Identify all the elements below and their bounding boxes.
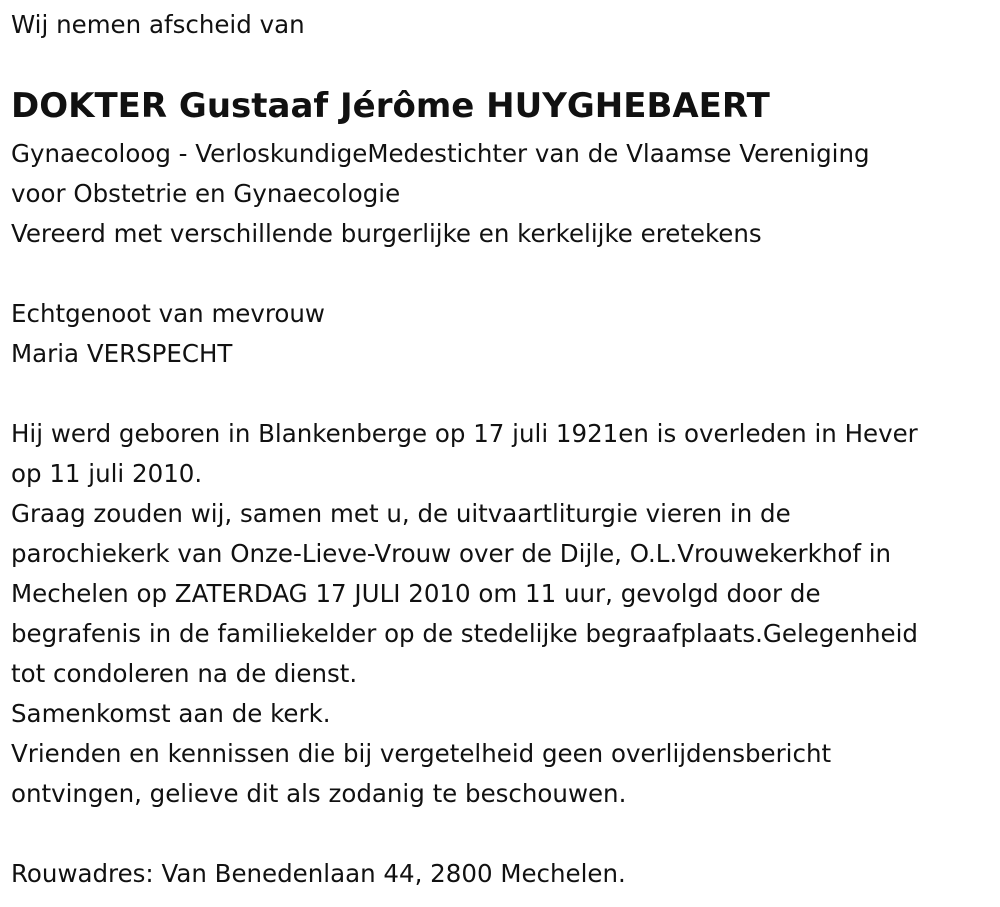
body-line: ontvingen, gelieve dit als zodanig te beschouwen. — [11, 779, 627, 808]
title-line: Vereerd met verschillende burgerlijke en kerkelijke eretekens — [11, 219, 762, 248]
title-line: voor Obstetrie en Gynaecologie — [11, 179, 401, 208]
spouse-name: Maria VERSPECHT — [11, 339, 233, 368]
body-line: parochiekerk van Onze-Lieve-Vrouw over de Dijle, O.L.Vrouwekerkhof in — [11, 539, 892, 568]
body-line: begrafenis in de familiekelder op de stedelijke begraafplaats.Gelegenheid — [11, 619, 918, 648]
spouse-line: Echtgenoot van mevrouw — [11, 299, 325, 328]
intro-line: Wij nemen afscheid van — [11, 10, 305, 39]
title-line: Gynaecoloog - VerloskundigeMedestichter van de Vlaamse Vereniging — [11, 139, 870, 168]
body-line: tot condoleren na de dienst. — [11, 659, 358, 688]
body-line: Graag zouden wij, samen met u, de uitvaartliturgie vieren in de — [11, 499, 791, 528]
body-line: Mechelen op ZATERDAG 17 JULI 2010 om 11 uur, gevolgd door de — [11, 579, 821, 608]
body-line: Hij werd geboren in Blankenberge op 17 juli 1921en is overleden in Hever — [11, 419, 918, 448]
deceased-name: DOKTER Gustaaf Jérôme HUYGHEBAERT — [11, 86, 770, 126]
body-line: Vrienden en kennissen die bij vergetelheid geen overlijdensbericht — [11, 739, 832, 768]
body-line: op 11 juli 2010. — [11, 459, 203, 488]
body-line: Samenkomst aan de kerk. — [11, 699, 331, 728]
address-line: Rouwadres: Van Benedenlaan 44, 2800 Mechelen. — [11, 859, 626, 888]
